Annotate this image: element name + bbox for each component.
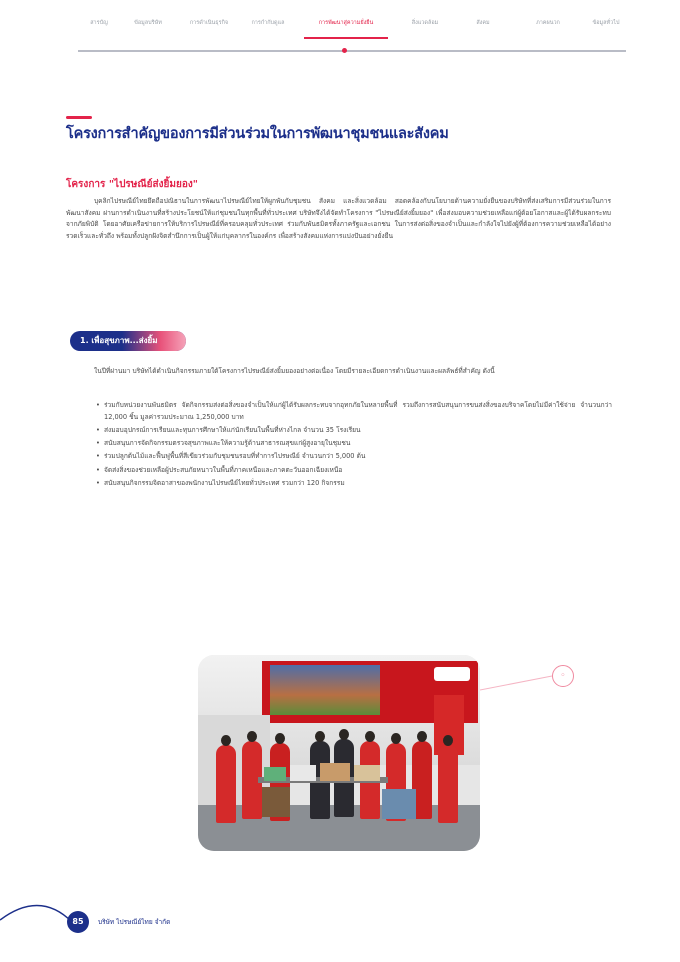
photo-person-head: [365, 731, 375, 742]
section-pill-label: 1. เพื่อสุขภาพ...ส่งยิ้ม: [80, 336, 158, 345]
list-item-text: ส่งมอบอุปกรณ์การเรียนและทุนการศึกษาให้แก่นักเรียนในพื้นที่ห่างไกล จำนวน 35 โรงเรียน: [104, 425, 361, 434]
photo-person-head: [221, 735, 231, 746]
nav-progress-line: [78, 50, 626, 52]
photo-logo-sign: [434, 667, 470, 681]
page-number-badge: 85: [67, 911, 89, 933]
photo-person-head: [443, 735, 453, 746]
bullet-icon: •: [96, 425, 100, 434]
top-navigation: [78, 16, 626, 54]
nav-item-environment[interactable]: สิ่งแวดล้อม: [411, 20, 439, 26]
photo-person-head: [391, 733, 401, 744]
nav-item-appendix[interactable]: ภาคผนวก: [536, 20, 560, 26]
bottom-decorative-arc: [0, 830, 680, 962]
bullet-icon: •: [96, 478, 100, 487]
photo-donation-box: [262, 787, 290, 817]
page-title: โครงการสำคัญของการมีส่วนร่วมในการพัฒนาชุมชนและสังคม: [66, 126, 449, 142]
section-intro-paragraph: [66, 366, 611, 378]
nav-item-social[interactable]: สังคม: [476, 20, 490, 26]
photo-person-head: [417, 731, 427, 742]
photo-donation-box: [264, 767, 286, 781]
nav-item-business[interactable]: การดำเนินธุรกิจ: [189, 20, 229, 26]
results-bullet-list: [96, 400, 612, 491]
list-item: [96, 425, 612, 437]
nav-item-governance[interactable]: การกำกับดูแล: [251, 20, 285, 26]
photo-person: [216, 745, 236, 823]
photo-donation-box: [382, 789, 416, 819]
bullet-icon: •: [96, 439, 100, 448]
list-item: [96, 451, 612, 463]
callout-connector: [480, 662, 560, 692]
nav-active-indicator: [304, 37, 388, 39]
nav-item-general[interactable]: ข้อมูลทั่วไป: [592, 20, 620, 26]
list-item-text: ร่วมปลูกต้นไม้และฟื้นฟูพื้นที่สีเขียวร่วมกับชุมชนรอบที่ทำการไปรษณีย์ จำนวนกว่า 5,000 ต้น: [104, 452, 366, 461]
title-accent-bar: [66, 116, 92, 119]
section-pill: [70, 331, 186, 351]
nav-item-sustainability[interactable]: การพัฒนาสู่ความยั่งยืน: [318, 20, 374, 26]
intro-paragraph: [66, 196, 611, 243]
callout-marker: [552, 665, 574, 687]
nav-progress-dot: [342, 48, 347, 53]
photo-person: [438, 745, 458, 823]
circle-marker-icon: ◦: [560, 671, 566, 681]
bullet-icon: •: [96, 401, 100, 409]
list-item: [96, 478, 612, 490]
photo-banner-picture: [270, 665, 380, 715]
photo-donation-box: [290, 765, 316, 781]
list-item-text: สนับสนุนการจัดกิจกรรมตรวจสุขภาพและให้ความรู้ด้านสาธารณสุขแก่ผู้สูงอายุในชุมชน: [104, 439, 351, 448]
list-item: [96, 400, 612, 423]
footer-company-name: บริษัท ไปรษณีย์ไทย จำกัด: [98, 918, 171, 926]
project-title: โครงการ "ไปรษณีย์ส่งยิ้มยอง": [66, 179, 198, 190]
photo-person-head: [275, 733, 285, 744]
list-item: [96, 438, 612, 450]
photo-person-head: [315, 731, 325, 742]
event-photo: [198, 655, 480, 851]
list-item: [96, 465, 612, 477]
photo-person-head: [247, 731, 257, 742]
intro-text: บุคลิกไปรษณีย์ไทยยึดถือปณิธานในการพัฒนาไปรษณีย์ไทยให้ผูกพันกับชุมชน สังคม และสิ่งแวดล้อม สอดคล้องกับนโยบายด้านความยั่งยืนของบริษัทที่ส่งเสริมการมีส่วนร่วมในการพัฒนาสังคม ผ่านการดำเนินงานที่สร้างประโยชน์ให้แก่ชุมชนในทุกพื้นที่ทั่วประเทศ บริษัทจึงได้จัดทำโครงการ "ไปรษณีย์ส่งยิ้มยอง" เพื่อส่งมอบความช่วยเหลือแก่ผู้ด้อยโอกาสและผู้ได้รับผลกระทบจากภัยพิบัติ โดยอาศัยเครือข่ายการให้บริการไปรษณีย์ที่ครอบคลุมทั่วประเทศ ร่วมกับพันธมิตรทั้งภาครัฐและเอกชน ในการส่งต่อสิ่งของจำเป็นและกำลังใจไปยังผู้ที่ต้องการความช่วยเหลือได้อย่างรวดเร็วและทั่วถึง พร้อมทั้งปลูกฝังจิตสำนึกการเป็นผู้ให้แก่บุคลากรในองค์กร เพื่อสร้างสังคมแห่งการแบ่งปันอย่างยั่งยืน: [66, 197, 611, 241]
list-item-text: สนับสนุนกิจกรรมจิตอาสาของพนักงานไปรษณีย์ไทยทั่วประเทศ รวมกว่า 120 กิจกรรม: [104, 478, 345, 487]
bullet-icon: •: [96, 465, 100, 474]
photo-donation-box: [320, 763, 350, 781]
bullet-icon: •: [96, 452, 100, 461]
photo-person-head: [339, 729, 349, 740]
list-item-text: จัดส่งสิ่งของช่วยเหลือผู้ประสบภัยหนาวในพื้นที่ภาคเหนือและภาคตะวันออกเฉียงเหนือ: [104, 465, 343, 474]
photo-donation-box: [354, 765, 380, 781]
nav-item-contents[interactable]: สารบัญ: [90, 20, 108, 26]
list-item-text: ร่วมกับหน่วยงานพันธมิตร จัดกิจกรรมส่งต่อสิ่งของจำเป็นให้แก่ผู้ได้รับผลกระทบจากอุทกภัยในหลายพื้นที่ รวมถึงการสนับสนุนการขนส่งสิ่งของบริจาคโดยไม่มีค่าใช้จ่าย จำนวนกว่า 12,000 ชิ้น มูลค่ารวมประมาณ 1,250,000 บาท: [104, 401, 612, 421]
nav-item-company[interactable]: ข้อมูลบริษัท: [134, 20, 162, 26]
section-intro-text: ในปีที่ผ่านมา บริษัทได้ดำเนินกิจกรรมภายใต้โครงการไปรษณีย์ส่งยิ้มยองอย่างต่อเนื่อง โดยมีรายละเอียดการดำเนินงานและผลลัพธ์ที่สำคัญ ดังนี้: [94, 367, 495, 375]
